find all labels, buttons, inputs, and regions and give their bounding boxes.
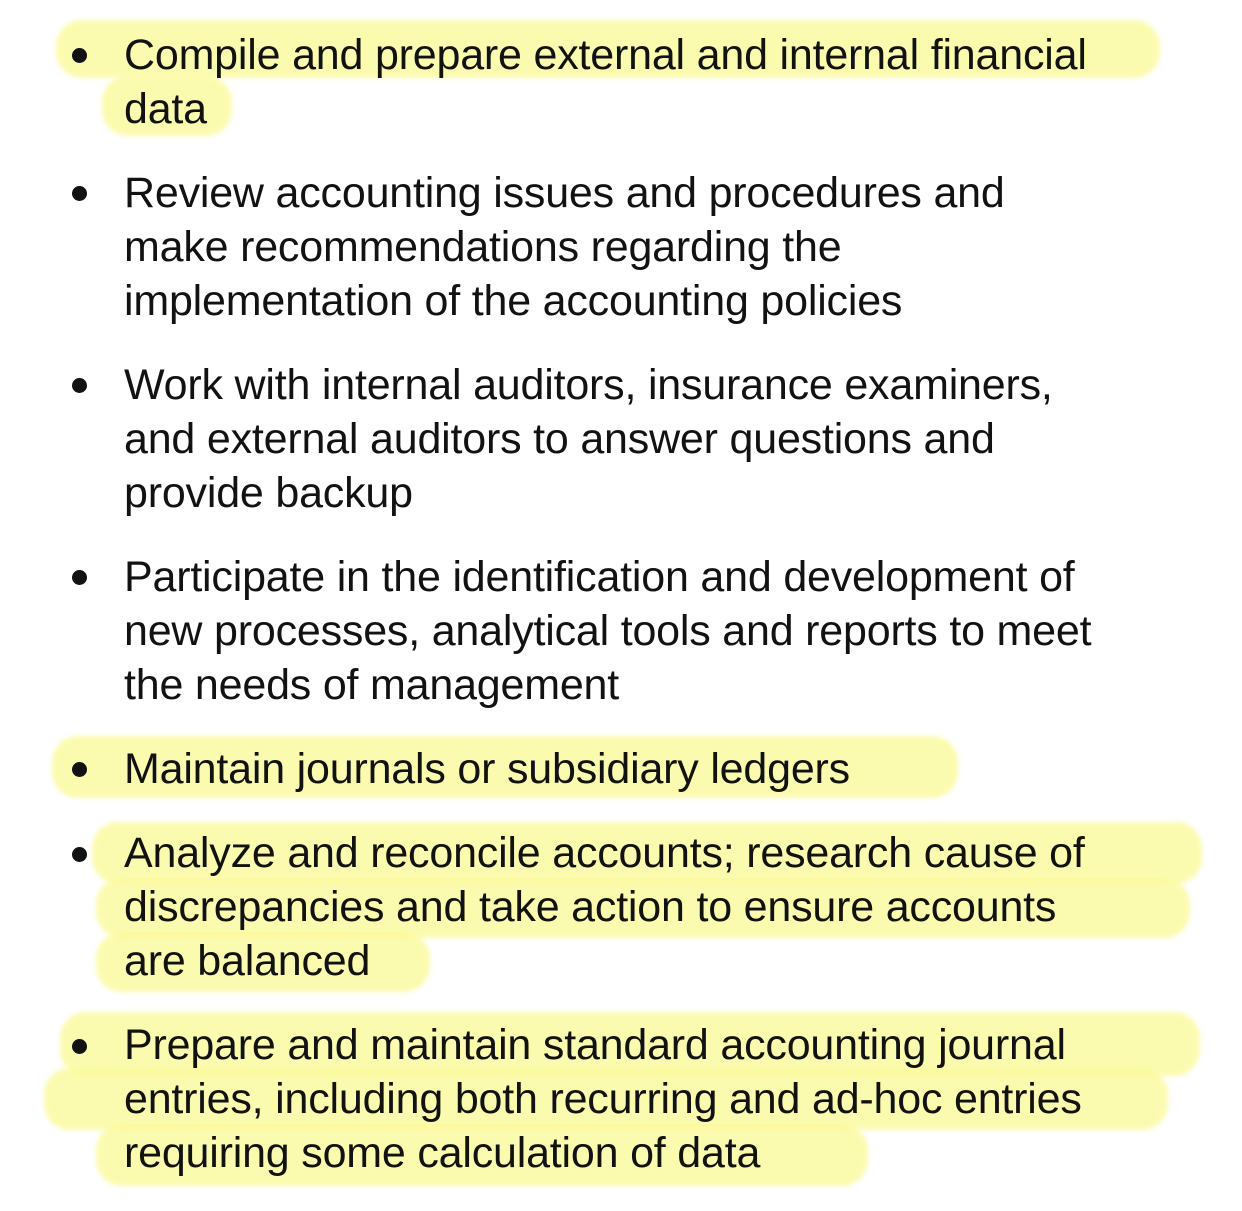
list-item-line: new processes, analytical tools and reports to meet [124, 607, 1092, 655]
list-item-line: the needs of management [124, 661, 620, 709]
bullet-dot [72, 762, 87, 777]
list-item-line: discrepancies and take action to ensure accounts [124, 883, 1057, 931]
list-item-line: entries, including both recurring and ad-hoc entries [124, 1075, 1082, 1123]
list-item-line: Review accounting issues and procedures and [124, 169, 1005, 217]
list-item-line: Prepare and maintain standard accounting journal [124, 1021, 1066, 1069]
list-item-line: implementation of the accounting policies [124, 277, 903, 325]
bullet-dot [72, 847, 87, 862]
list-item [124, 826, 1204, 988]
bullet-dot [72, 570, 87, 585]
list-item-line: and external auditors to answer questions and [124, 415, 995, 463]
list-item [124, 28, 1204, 136]
list-item [124, 166, 1204, 328]
list-item-line: data [124, 85, 207, 133]
list-item [124, 742, 1204, 796]
list-item-line: are balanced [124, 937, 371, 985]
list-item [124, 358, 1204, 520]
list-item-line: Participate in the identification and development of [124, 553, 1075, 601]
list-item-line: requiring some calculation of data [124, 1129, 761, 1177]
list-item-line: Maintain journals or subsidiary ledgers [124, 745, 850, 793]
list-item-line: make recommendations regarding the [124, 223, 842, 271]
list-item-line: Compile and prepare external and internal financial [124, 31, 1087, 79]
list-item-line: provide backup [124, 469, 413, 517]
list-item [124, 550, 1204, 712]
list-item-line: Analyze and reconcile accounts; research cause of [124, 829, 1085, 877]
bullet-dot [72, 1039, 87, 1054]
bullet-dot [72, 186, 87, 201]
list-item-line: Work with internal auditors, insurance examiners, [124, 361, 1053, 409]
bullet-dot [72, 378, 87, 393]
bullet-dot [72, 48, 87, 63]
list-item [124, 1018, 1204, 1180]
